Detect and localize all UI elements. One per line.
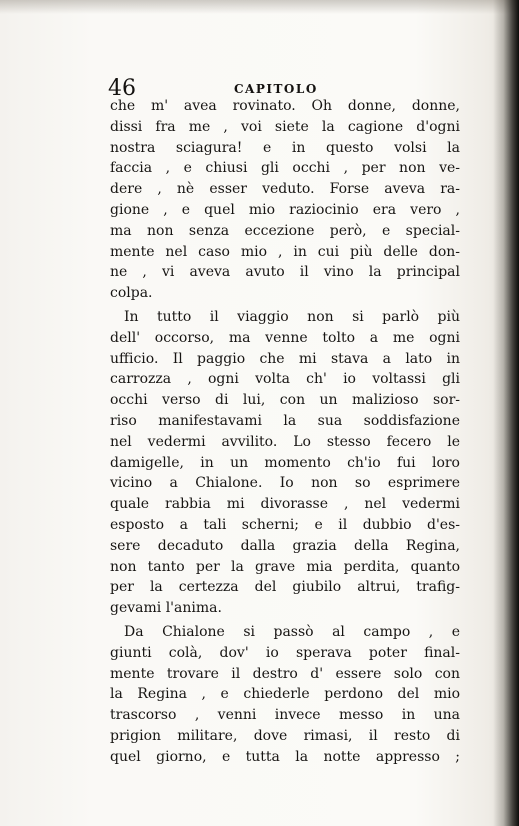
text-line: mente trovare il destro d' essere solo con xyxy=(110,665,460,682)
body-text xyxy=(110,96,460,768)
text-line: nel vedermi avvilito. Lo stesso fecero le xyxy=(110,433,460,450)
page-binding-shadow xyxy=(493,0,519,826)
text-line: quale rabbia mi divorasse , nel vedermi xyxy=(110,496,460,513)
running-head: CAPITOLO xyxy=(234,82,318,96)
page-top-shadow xyxy=(0,0,519,14)
text-line: faccia , e chiusi gli occhi , per non ve- xyxy=(110,160,460,177)
text-line: carrozza , ogni volta ch' io voltassi gli xyxy=(110,371,460,388)
text-line: dissi fra me , voi siete la cagione d'ogni xyxy=(110,118,460,135)
text-line: che m' avea rovinato. Oh donne, donne, xyxy=(110,98,460,114)
text-line: trascorso , venni invece messo in una xyxy=(110,707,460,724)
page-number: 46 xyxy=(108,76,136,101)
text-line: sere decaduto dalla grazia della Regina, xyxy=(110,537,460,554)
text-line: mente nel caso mio , in cui più delle don- xyxy=(110,243,460,260)
text-line: occhi verso di lui, con un malizioso sor- xyxy=(110,392,460,409)
text-line: In tutto il viaggio non si parlò più xyxy=(124,308,460,325)
text-line: giunti colà, dov' io sperava poter final- xyxy=(110,644,460,661)
text-line: colpa. xyxy=(110,285,153,302)
text-line: gione , e quel mio raziocinio era vero , xyxy=(110,201,460,218)
text-line: per la certezza del giubilo altrui, trafig- xyxy=(110,579,460,596)
text-line: esposto a tali scherni; e il dubbio d'es- xyxy=(110,516,460,533)
text-line: nostra sciagura! e in questo volsi la xyxy=(110,139,460,156)
text-line: prigion militare, dove rimasi, il resto di xyxy=(110,727,460,744)
text-line: ma non senza eccezione però, e special- xyxy=(110,222,460,239)
text-line: gevami l'anima. xyxy=(110,600,222,617)
text-line: vicino a Chialone. Io non so esprimere xyxy=(110,475,460,492)
text-line: riso manifestavami la sua soddisfazione xyxy=(110,412,460,429)
text-line: damigelle, in un momento ch'io fui loro xyxy=(110,454,460,471)
text-line: ufficio. Il paggio che mi stava a lato in xyxy=(110,350,460,367)
text-line: la Regina , e chiederle perdono del mio xyxy=(110,686,460,703)
text-line: dere , nè esser veduto. Forse aveva ra- xyxy=(110,181,460,198)
text-line: non tanto per la grave mia perdita, quanto xyxy=(110,558,460,575)
text-line: ne , vi aveva avuto il vino la principal xyxy=(110,264,460,281)
text-line: Da Chialone si passò al campo , e xyxy=(124,623,460,640)
text-line: quel giorno, e tutta la notte appresso ; xyxy=(110,748,460,765)
text-line: dell' occorso, ma venne tolto a me ogni xyxy=(110,329,460,346)
